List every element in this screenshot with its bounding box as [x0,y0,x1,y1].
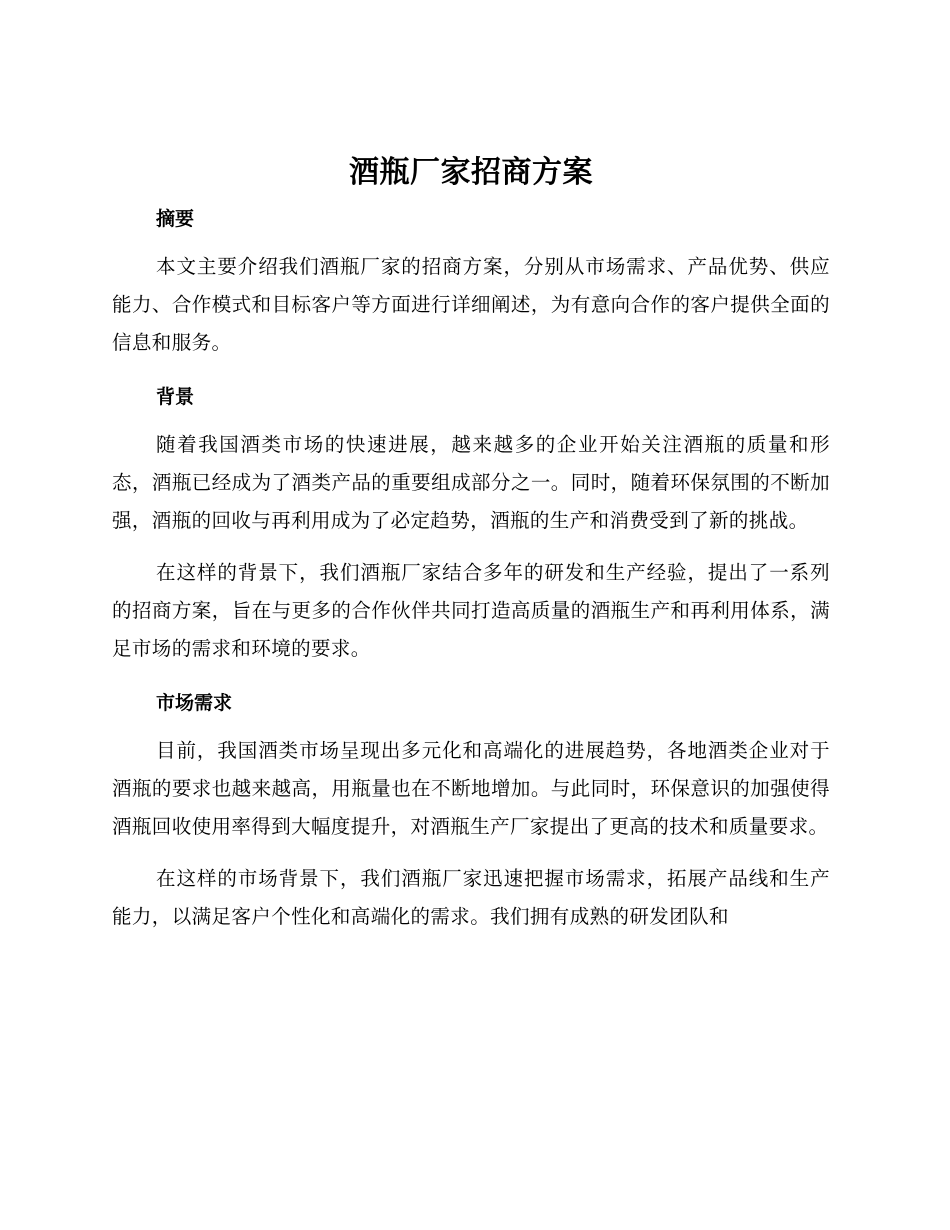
paragraph: 在这样的市场背景下，我们酒瓶厂家迅速把握市场需求，拓展产品线和生产能力，以满足客户个性化和高端化的需求。我们拥有成熟的研发团队和 [112,867,830,928]
document-page [112,148,830,936]
section-heading-abstract: 摘要 [156,208,195,230]
document-title: 酒瓶厂家招商方案 [349,155,593,190]
paragraph: 本文主要介绍我们酒瓶厂家的招商方案，分别从市场需求、产品优势、供应能力、合作模式和目标客户等方面进行详细阐述，为有意向合作的客户提供全面的信息和服务。 [112,255,830,354]
paragraph: 目前，我国酒类市场呈现出多元化和高端化的进展趋势，各地酒类企业对于酒瓶的要求也越来越高，用瓶量也在不断地增加。与此同时，环保意识的加强使得酒瓶回收使用率得到大幅度提升，对酒瓶生产厂家提出了更高的技术和质量要求。 [112,739,830,838]
paragraph: 在这样的背景下，我们酒瓶厂家结合多年的研发和生产经验，提出了一系列的招商方案，旨在与更多的合作伙伴共同打造高质量的酒瓶生产和再利用体系，满足市场的需求和环境的要求。 [112,561,830,660]
section-heading-market-demand: 市场需求 [156,692,233,714]
paragraph: 随着我国酒类市场的快速进展，越来越多的企业开始关注酒瓶的质量和形态，酒瓶已经成为了酒类产品的重要组成部分之一。同时，随着环保氛围的不断加强，酒瓶的回收与再利用成为了必定趋势，酒瓶的生产和消费受到了新的挑战。 [112,433,830,532]
section-heading-background: 背景 [156,386,195,408]
